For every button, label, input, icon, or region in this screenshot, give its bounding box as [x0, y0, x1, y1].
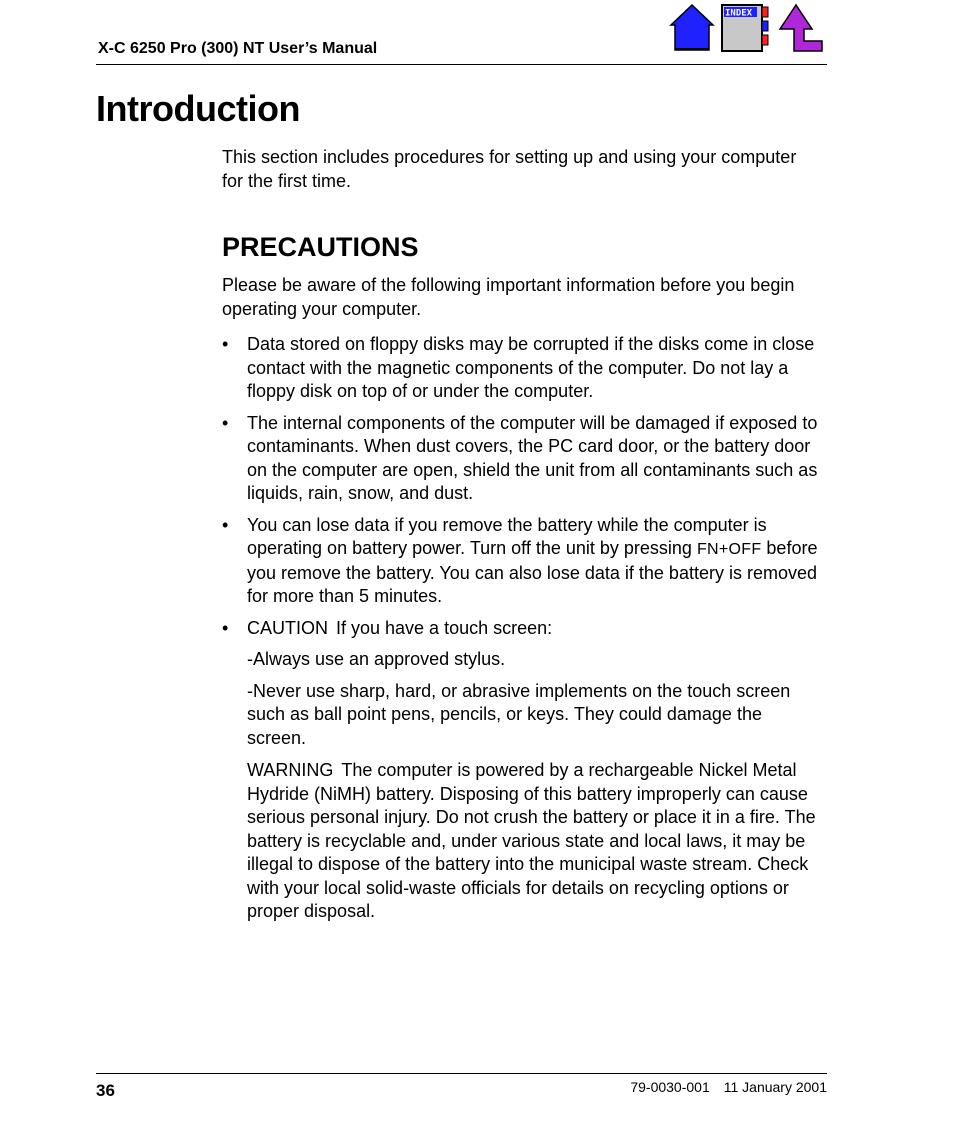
home-icon[interactable] [669, 3, 715, 53]
list-item-text: The internal components of the computer will be damaged if exposed to contaminants. When dust covers, the PC card door, or the battery door on the computer are open, shield the unit from all contaminants such as liquids, rain, snow, and dust. [247, 412, 818, 503]
section-title: PRECAUTIONS [222, 232, 419, 262]
up-arrow-icon[interactable] [776, 3, 826, 53]
caution-sub-item: -Never use sharp, hard, or abrasive implements on the touch screen such as ball point pens, pencils, or keys. They could damage the screen. [247, 680, 791, 748]
bullet-glyph: • [222, 514, 229, 535]
page-footer [96, 1073, 827, 1100]
doc-date: 11 January 2001 [723, 1079, 827, 1095]
main-content [222, 146, 822, 932]
precautions-list [222, 333, 822, 924]
intro-paragraph: This section includes procedures for setting up and using your computer for the first time. [222, 147, 797, 191]
caution-label: CAUTION [247, 617, 328, 638]
doc-number: 79-0030-001 [630, 1079, 710, 1095]
page-title: Introduction [96, 88, 300, 129]
manual-title: X-C 6250 Pro (300) NT User’s Manual [98, 40, 378, 57]
bullet-glyph: • [222, 412, 229, 433]
key-combo: FN+OFF [696, 541, 762, 558]
list-item-text: before you remove the battery. You can also lose data if the battery is removed for more than 5 minutes. [247, 538, 818, 606]
bullet-glyph: • [222, 334, 229, 354]
warning-text: The computer is powered by a rechargeable Nickel Metal Hydride (NiMH) battery. Disposing of this battery improperly can cause serious personal injury. Do not crush the battery or place it in a fire. The battery is recyclable and, under various state and local laws, it may be illegal to dispose of the battery into the municipal waste stream. Check with your local solid-waste officials for details on recycling options or proper disposal. [247, 760, 816, 921]
footer-meta [630, 1079, 827, 1095]
list-item-text: Data stored on floppy disks may be corrupted if the disks come in close contact with the magnetic components of the computer. Do not lay a floppy disk on top of or under the computer. [247, 334, 815, 401]
list-item [222, 617, 822, 924]
list-item-text: You can lose data if you remove the battery while the computer is operating on battery power. Turn off the unit by pressing [247, 514, 767, 558]
warning-paragraph [247, 759, 822, 924]
list-item [222, 333, 822, 404]
list-item [222, 514, 822, 609]
caution-sub-item: -Always use an approved stylus. [247, 649, 506, 669]
list-item-text: If you have a touch screen: [336, 617, 553, 638]
lead-paragraph: Please be aware of the following important information before you begin operating your computer. [222, 275, 795, 319]
page-number: 36 [96, 1081, 115, 1100]
index-icon[interactable] [720, 3, 770, 53]
bullet-glyph: • [222, 617, 229, 638]
warning-label: WARNING [247, 760, 334, 780]
list-item [222, 412, 822, 506]
page-header [96, 0, 827, 65]
index-label: INDEX [725, 8, 753, 19]
